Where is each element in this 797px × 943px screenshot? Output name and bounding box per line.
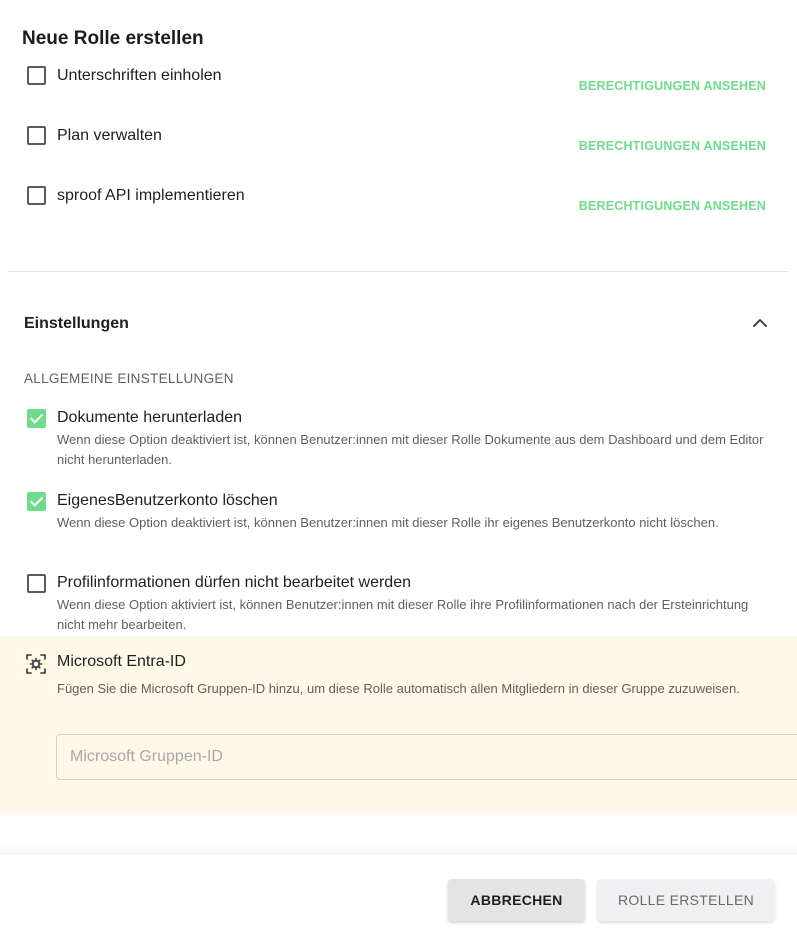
setting-description: Wenn diese Option deaktiviert ist, können Benutzer:innen mit dieser Rolle Dokumente aus dem Dashboard und dem Editor nicht herunterladen. [57, 432, 764, 467]
permission-row-signatures [0, 62, 797, 102]
entra-id-title: Microsoft Entra-ID [57, 653, 186, 670]
checkbox-download-documents[interactable] [27, 409, 46, 428]
view-permissions-link[interactable]: BERECHTIGUNGEN ANSEHEN [578, 139, 766, 153]
view-permissions-link[interactable]: BERECHTIGUNGEN ANSEHEN [578, 79, 766, 93]
checkbox-profile-locked[interactable] [27, 574, 46, 593]
settings-section-title: Einstellungen [24, 315, 129, 332]
checkbox-plan[interactable] [27, 126, 46, 145]
microsoft-group-id-input[interactable] [56, 734, 797, 780]
section-divider [8, 271, 789, 272]
dialog-title: Neue Rolle erstellen [22, 28, 204, 49]
setting-title: Profilinformationen dürfen nicht bearbeitet werden [57, 574, 411, 591]
general-settings-subheading: ALLGEMEINE EINSTELLUNGEN [24, 371, 234, 386]
setting-description: Wenn diese Option aktiviert ist, können Benutzer:innen mit dieser Rolle ihre Profilinformationen nach der Ersteinrichtung nicht mehr bearbeiten. [57, 597, 749, 632]
permission-row-plan [0, 122, 797, 162]
setting-title: EigenesBenutzerkonto löschen [57, 492, 278, 509]
setting-description: Wenn diese Option deaktiviert ist, können Benutzer:innen mit dieser Rolle ihr eigenes Benutzerkonto nicht löschen. [57, 515, 719, 530]
checkbox-delete-account[interactable] [27, 492, 46, 511]
chevron-up-icon[interactable] [750, 313, 770, 333]
permission-row-api [0, 182, 797, 222]
permission-label: sproof API implementieren [57, 187, 245, 204]
cancel-button[interactable]: ABBRECHEN [448, 879, 585, 921]
entra-id-description: Fügen Sie die Microsoft Gruppen-ID hinzu, um diese Rolle automatisch allen Mitgliedern in dieser Gruppe zuzuweisen. [57, 681, 740, 696]
entra-id-panel [0, 636, 797, 813]
checkbox-api[interactable] [27, 186, 46, 205]
setting-title: Dokumente herunterladen [57, 409, 243, 426]
create-role-button[interactable]: ROLLE ERSTELLEN [597, 879, 775, 921]
dialog-footer [0, 853, 797, 943]
permission-label: Plan verwalten [57, 127, 162, 144]
view-permissions-link[interactable]: BERECHTIGUNGEN ANSEHEN [578, 199, 766, 213]
entra-id-icon [25, 653, 47, 675]
permission-label: Unterschriften einholen [57, 67, 222, 84]
checkbox-signatures[interactable] [27, 66, 46, 85]
